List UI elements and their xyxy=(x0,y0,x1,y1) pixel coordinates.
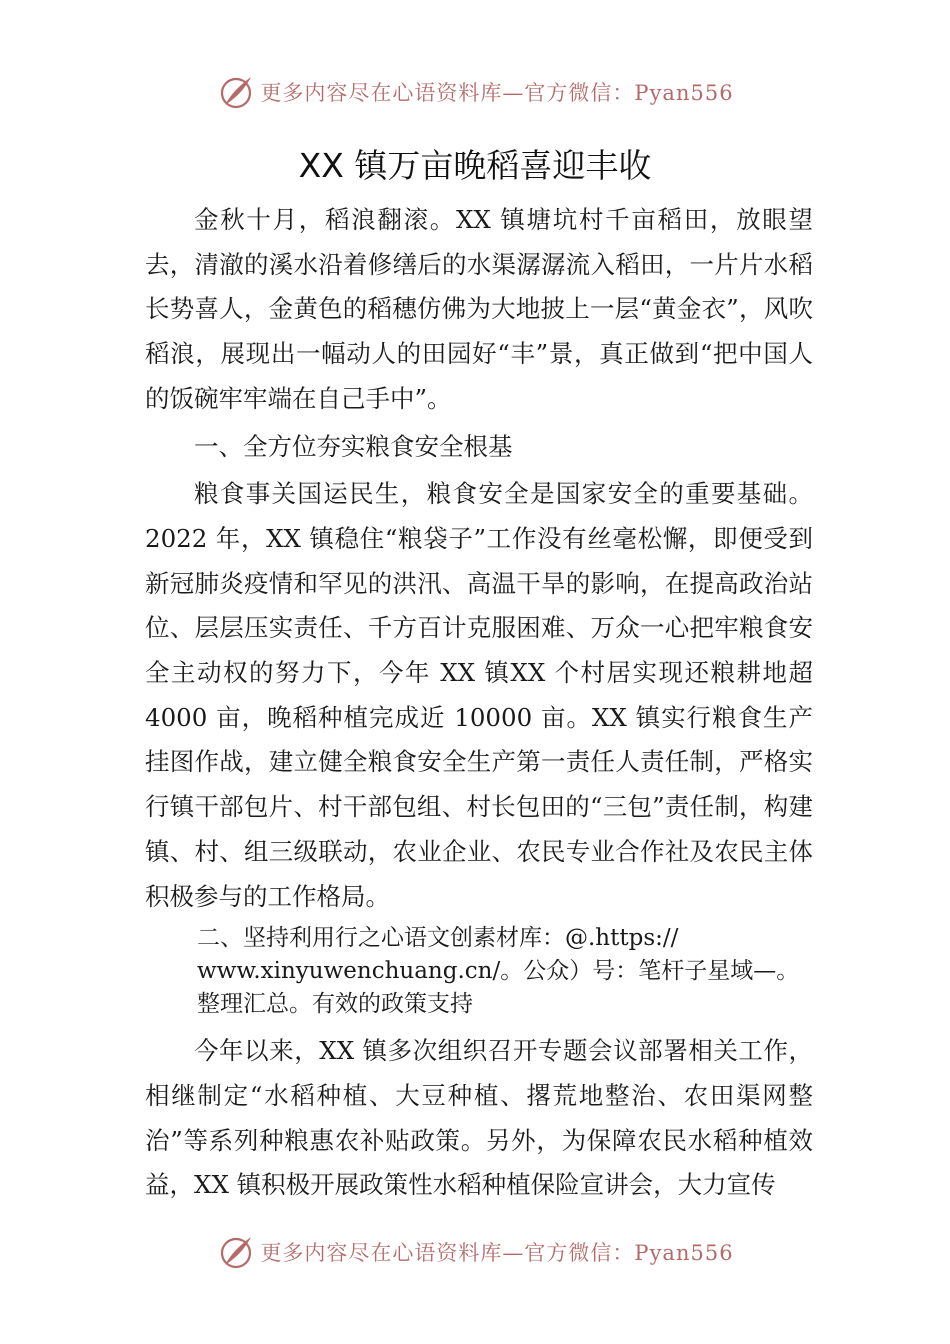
paragraph-section-2: 今年以来，XX 镇多次组织召开专题会议部署相关工作，相继制定“水稻种植、大豆种植、撂荒地整治、农田渠网整治”等系列种粮惠农补贴政策。另外，为保障农民水稻种植效益，XX 镇积极开展政策性水稻种植保险宣讲会，大力宣传 xyxy=(145,1036,813,1200)
paragraph-section-1: 粮食事关国运民生，粮食安全是国家安全的重要基础。2022 年，XX 镇稳住“粮袋子”工作没有丝毫松懈，即便受到新冠肺炎疫情和罕见的洪汛、高温干旱的影响，在提高政治站位、层层压实责任、千方百计克服困难、万众一心把牢粮食安全主动权的努力下，今年 XX 镇XX 个村居实现还粮耕地超 4000 亩，晚稻种植完成近 10000 亩。XX 镇实行粮食生产挂图作战，建立健全粮食安全生产第一责任人责任制，严格实行镇干部包片、村干部包组、村长包田的“三包”责任制，构建镇、村、组三级联动，农业企业、农民专业合作社及农民主体积极参与的工作格局。 xyxy=(145,479,813,911)
banner-text: 更多内容尽在心语资料库—官方微信：Pyan556 xyxy=(260,1241,734,1265)
quill-seal-icon xyxy=(216,1232,256,1272)
paragraph-intro: 金秋十月，稻浪翻滚。XX 镇塘坑村千亩稻田，放眼望去，清澈的溪水沿着修缮后的水渠潺潺流入稻田，一片片水稻长势喜人，金黄色的稻穗仿佛为大地披上一层“黄金衣”，风吹稻浪，展现出一幅动人的田园好“丰”景，真正做到“把中国人的饭碗牢牢端在自己手中”。 xyxy=(145,205,813,413)
document-title: XX 镇万亩晚稻喜迎丰收 xyxy=(298,146,652,185)
quill-seal-icon xyxy=(216,72,256,112)
document-body xyxy=(145,198,813,1211)
banner-text: 更多内容尽在心语资料库—官方微信：Pyan556 xyxy=(260,81,734,105)
footer-banner xyxy=(0,1230,950,1274)
section-heading-1: 一、全方位夯实粮食安全根基 xyxy=(194,431,513,461)
header-banner xyxy=(0,70,950,114)
section-heading-2: 二、坚持利用行之心语文创素材库：@.https:// www.xinyuwenchuang.cn/。公众）号：笔杆子星域—。整理汇总。有效的政策支持 xyxy=(197,925,800,1018)
